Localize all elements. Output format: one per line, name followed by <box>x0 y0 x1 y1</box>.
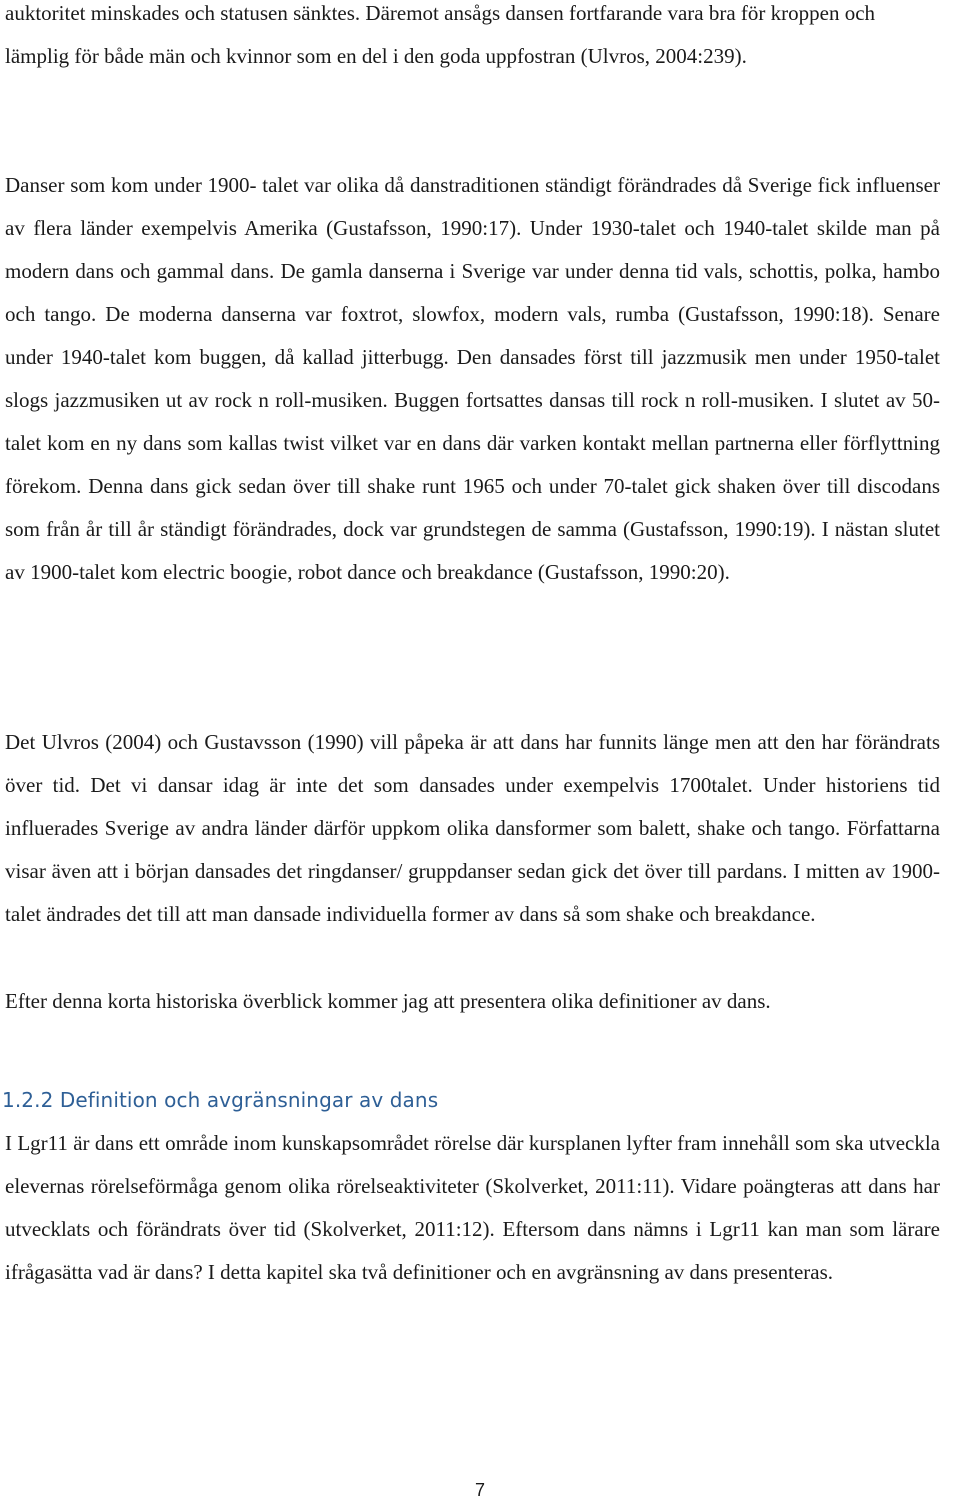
section-paragraph: I Lgr11 är dans ett område inom kunskapsområdet rörelse där kursplanen lyfter fram innehåll som ska utveckla elevernas rörelseförmåga genom olika rörelseaktiviteter (Skolverket, 2011:11). Vidare poängteras att dans har utvecklats och förändrats över tid (Skolverket, 2011:12). Eftersom dans nämns i Lgr11 kan man som lärare ifrågasätta vad är dans? I detta kapitel ska två definitioner och en avgränsning av dans presenteras. <box>5 1131 940 1284</box>
page-number: 7 <box>474 1480 485 1500</box>
body-paragraph: Det Ulvros (2004) och Gustavsson (1990) vill påpeka är att dans har funnits länge men att den har förändrats över tid. Det vi dansar idag är inte det som dansades under exempelvis 1700talet. Under historiens tid influerades Sverige av andra länder därför uppkom olika dansformer som balett, shake och tango. Författarna visar även att i början dansades det ringdanser/ gruppdanser sedan gick det över till pardans. I mitten av 1900-talet ändrades det till att man dansade individuella former av dans så som shake och breakdance. <box>5 730 940 926</box>
body-paragraph: auktoritet minskades och statusen sänktes. Däremot ansågs dansen fortfarande vara bra för kroppen och lämplig för både män och kvinnor som en del i den goda uppfostran (Ulvros, 2004:239). <box>5 1 876 68</box>
body-paragraph: Efter denna korta historiska överblick kommer jag att presentera olika definitioner av dans. <box>5 989 771 1013</box>
section-heading: 1.2.2 Definition och avgränsningar av dans <box>2 1088 439 1112</box>
body-paragraph: Danser som kom under 1900- talet var olika då danstraditionen ständigt förändrades då Sverige fick influenser av flera länder exempelvis Amerika (Gustafsson, 1990:17). Under 1930-talet och 1940-talet skilde man på modern dans och gammal dans. De gamla danserna i Sverige var under denna tid vals, schottis, polka, hambo och tango. De moderna danserna var foxtrot, slowfox, modern vals, rumba (Gustafsson, 1990:18). Senare under 1940-talet kom buggen, då kallad jitterbugg. Den dansades först till jazzmusik men under 1950-talet slogs jazzmusiken ut av rock n roll-musiken. Buggen fortsattes dansas till rock n roll-musiken. I slutet av 50-talet kom en ny dans som kallas twist vilket var en dans där varken kontakt mellan partnerna eller förflyttning förekom. Denna dans gick sedan över till shake runt 1965 och under 70-talet gick shaken över till discodans som från år till år ständigt förändrades, dock var grundstegen de samma (Gustafsson, 1990:19). I nästan slutet av 1900-talet kom electric boogie, robot dance och breakdance (Gustafsson, 1990:20). <box>5 173 940 584</box>
